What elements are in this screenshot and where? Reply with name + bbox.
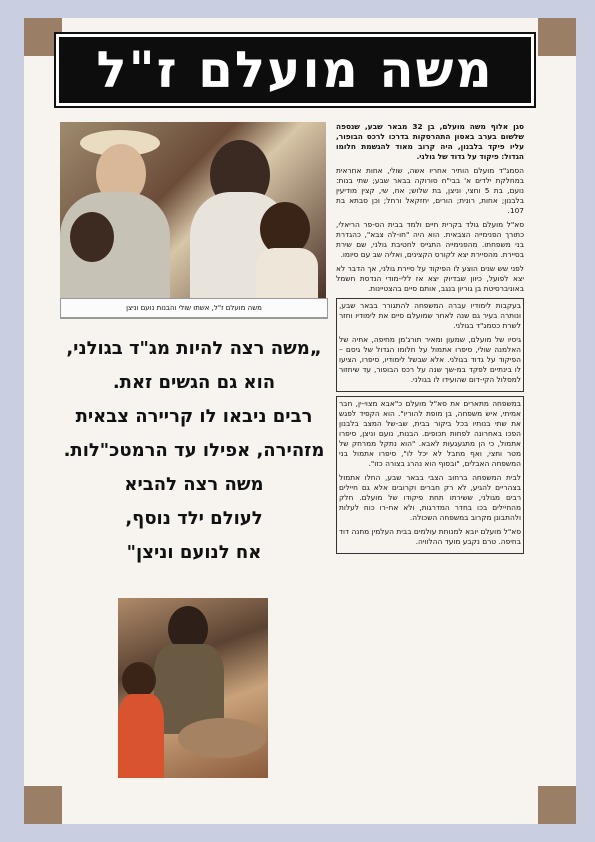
pull-quote-line: אח לנועם וניצן" (126, 542, 262, 563)
pull-quote-line: רבים ניבאו לו קריירה צבאית (75, 406, 313, 427)
corner-mount-top-right (538, 18, 576, 56)
article-paragraph: סא"ל מועלם יובא למנוחת עולמים בבית העלמין מחנה דוד בחיפה. טרם נקבע מועד ההלוויה. (339, 527, 521, 546)
article-paragraph: הסמג"ד מועלם הותיר אחריו אשה, שולי, אחות אחראית במחלקת ילדים א' בבי"ח סורוקה בבאר שבע; שתי בנות: נועם, בת 5 וחצי, וניצן, בת שלוש; אח, שי, קצין מודיעין בלבנון; אחות, רונית; הורים, יחזקאל ורחל; וכן סבתא בת 107. (336, 166, 524, 215)
article-paragraph: במשפחה מתארים את סא"ל מועלם כ"אבא מצוי-ין, חבר אמיתי, איש משפחה, בן מופת להוריו". הוא הקפיד לפגש את שתי בנותיו בכל ביקור בבית, שב-של המצב בלבנון הפכו באחרונה לפחות תכופים. הבנות, נועם וניצן, סיפרו אתמול, כי הן מתגעגעות לאבא. "הוא נתקל ממרחק של מטר וחצי, ואף מחבל לא יכל לו", סיפרו אתמול בני המשפחה האבלים, "ובסוף הוא נהרג בצורה כזו". (339, 399, 521, 468)
corner-mount-bottom-left (24, 786, 62, 824)
pull-quote (56, 332, 332, 570)
corner-mount-bottom-right (538, 786, 576, 824)
pull-quote-line: לעולם ילד נוסף, (125, 508, 263, 529)
article-box (336, 396, 524, 554)
article-paragraph: גיסיו של מועלם, שמעון ומאיר תורג'מן מחיפה, אחיה של האלמנה שולי, סיפרו אתמול על חלומו הגדול של גיסם – הפיקוד על גדוד בגולני. אלא שבשל לימודיו, סיפרו, הציעו לו בינתיים לפקד במ-שך שנה על רכס הבופור, עד שיחזור למסלול הקי-דום שהועידו לו בגולני. (339, 335, 521, 384)
pull-quote-line: מזהירה, אפילו עד הרמטכ"לות. (63, 440, 325, 461)
pull-quote-line: „משה רצה להיות מג"ד בגולני, (66, 338, 322, 359)
article-paragraph: בעקבות לימודיו עברה המשפחה להתגורר בבאר שבע, ונותרה בעיר גם שנה לאחר שמועלם סיים את לימודיו וחזר לשרת כסמג"ד בגולני. (339, 301, 521, 330)
page-headline: משה מועלם ז"ל (56, 34, 534, 106)
divider (60, 318, 328, 319)
family-photo-2 (118, 598, 268, 778)
article-box (336, 298, 524, 392)
article-body (336, 122, 524, 707)
article-lead: סגן אלוף משה מועלם, בן 32 מבאר שבע, שנספה שלשום בערב באסון התהרסקות בדרכו לרכס הבופור, עליו פיקד בלבנון, היה קרוב מאוד להגשמת חלומו הגדול: פיקוד על גדוד של גולני. (336, 122, 524, 161)
article-paragraph: לפני שש שנים הוצע לו הפיקוד על סיירת גולני, אך הדבר לא יצא לפועל, כיוון שבדיוק יצא אז ללי-מודי הנדסת חשמל באוניברסיטת בן גוריון בנגב, אותם סיים בהצטיינות. (336, 264, 524, 293)
pull-quote-line: משה רצה להביא (124, 474, 264, 495)
family-photo (60, 122, 326, 298)
pull-quote-line: הוא גם הגשים זאת. (112, 372, 276, 393)
article-paragraph: סא"ל מועלם גולד בקרית חיים ולמד בבית הס-פר הריאלי, כתורך הפנימייה הצבאית. הוא היה "חו-לה צבא", כהגדרת בני משפחתו. מהפנימייה התגייס לחטיבת גולני, שם שירת בסיירת. מהסיירת יצא לקורס הקצינים, ואליה שב עם סיומו. (336, 220, 524, 259)
article-paragraph: לבית המשפחה ברחוב הצבי בבאר שבע, החלו אתמול בצהריים להגיע, לא רק חברים וקרובים אלא גם חיילים רבים מגולני, ששירתו תחת פיקודו של מועלם. חלק מהחיילים בכו בחדר המדרגות, ולא אח-רו כוח לעלות ולהתבונן מקרוב במשפחה השכולה. (339, 473, 521, 522)
photo-caption: משה מועלם ז"ל, אשתו שולי והבנות נועם וניצן (60, 298, 328, 318)
